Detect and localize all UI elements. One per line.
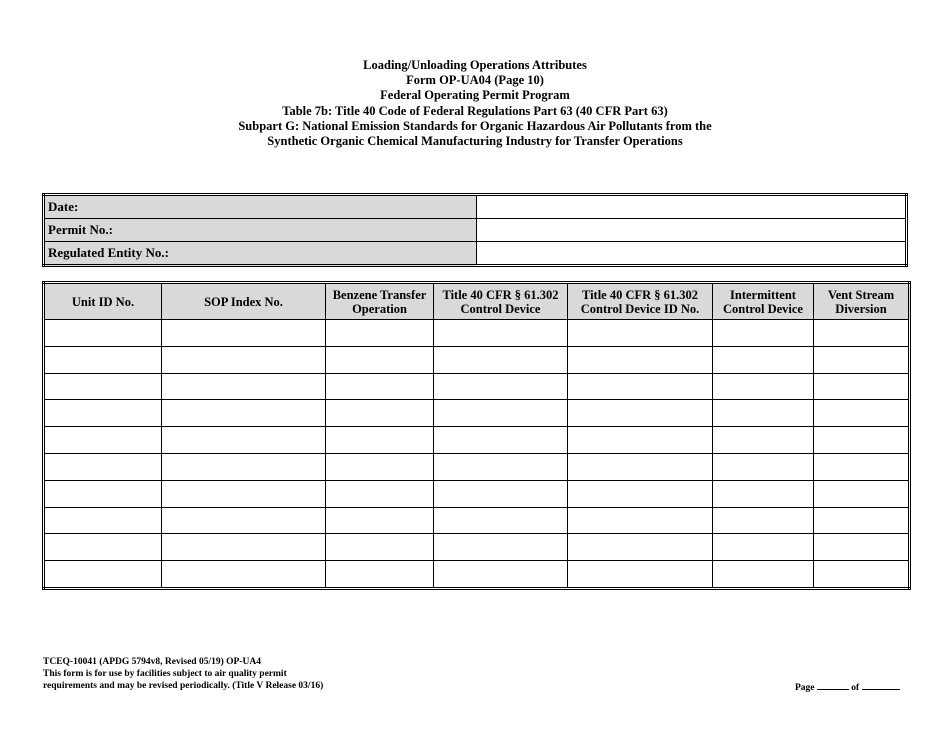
table-cell[interactable] [713, 480, 814, 507]
of-label: of [851, 683, 860, 693]
table-cell[interactable] [162, 480, 326, 507]
table-cell[interactable] [162, 320, 326, 347]
table-cell[interactable] [44, 320, 162, 347]
transfer-operations-table [42, 281, 911, 590]
table-cell[interactable] [713, 453, 814, 480]
table-cell[interactable] [44, 373, 162, 400]
page-number-field[interactable] [817, 680, 849, 690]
table-row [44, 507, 910, 534]
column-header-vent-stream: Vent Stream Diversion [814, 283, 910, 320]
table-cell[interactable] [814, 373, 910, 400]
table-cell[interactable] [162, 507, 326, 534]
table-cell[interactable] [162, 453, 326, 480]
table-cell[interactable] [434, 346, 568, 373]
entity-label: Regulated Entity No.: [44, 242, 477, 266]
table-cell[interactable] [814, 507, 910, 534]
table-cell[interactable] [814, 346, 910, 373]
form-revision-note: requirements and may be revised periodically. (Title V Release 03/16) [43, 681, 324, 691]
column-header-sop-index: SOP Index No. [162, 283, 326, 320]
table-cell[interactable] [326, 427, 434, 454]
table-header-row [44, 283, 910, 320]
table-cell[interactable] [568, 320, 713, 347]
table-cell[interactable] [713, 534, 814, 561]
table-cell[interactable] [568, 427, 713, 454]
subpart-title: Subpart G: National Emission Standards for Organic Hazardous Air Pollutants from the [238, 118, 712, 133]
page-counter [795, 680, 900, 693]
table-cell[interactable] [568, 346, 713, 373]
table-row [44, 453, 910, 480]
column-header-benzene-transfer: Benzene Transfer Operation [326, 283, 434, 320]
table-row [44, 427, 910, 454]
table-cell[interactable] [568, 561, 713, 589]
table-cell[interactable] [568, 480, 713, 507]
page-total-field[interactable] [862, 680, 900, 690]
table-cell[interactable] [434, 427, 568, 454]
page-label: Page [795, 683, 815, 693]
table-row [44, 373, 910, 400]
table-cell[interactable] [434, 561, 568, 589]
table-cell[interactable] [713, 427, 814, 454]
date-row [44, 195, 907, 219]
column-header-intermittent-control: Intermittent Control Device [713, 283, 814, 320]
column-header-unit-id: Unit ID No. [44, 283, 162, 320]
table-cell[interactable] [162, 373, 326, 400]
table-cell[interactable] [162, 534, 326, 561]
form-footer [43, 656, 323, 692]
table-cell[interactable] [162, 346, 326, 373]
table-cell[interactable] [326, 453, 434, 480]
table-cell[interactable] [162, 561, 326, 589]
table-cell[interactable] [44, 534, 162, 561]
table-cell[interactable] [326, 561, 434, 589]
table-cell[interactable] [326, 373, 434, 400]
table-cell[interactable] [568, 453, 713, 480]
table-cell[interactable] [568, 507, 713, 534]
table-cell[interactable] [814, 480, 910, 507]
table-cell[interactable] [326, 320, 434, 347]
table-cell[interactable] [326, 346, 434, 373]
table-row [44, 346, 910, 373]
table-cell[interactable] [713, 400, 814, 427]
table-cell[interactable] [44, 346, 162, 373]
table-cell[interactable] [713, 561, 814, 589]
form-id: TCEQ-10041 (APDG 5794v8, Revised 05/19) OP-UA4 [43, 657, 261, 667]
table-cell[interactable] [568, 400, 713, 427]
table-cell[interactable] [434, 320, 568, 347]
subpart-subtitle: Synthetic Organic Chemical Manufacturing Industry for Transfer Operations [267, 134, 683, 149]
program-name: Federal Operating Permit Program [380, 88, 570, 103]
table-cell[interactable] [44, 427, 162, 454]
table-cell[interactable] [434, 373, 568, 400]
table-cell[interactable] [434, 400, 568, 427]
column-header-control-device-id: Title 40 CFR § 61.302 Control Device ID No. [568, 283, 713, 320]
table-row [44, 320, 910, 347]
column-header-control-device: Title 40 CFR § 61.302 Control Device [434, 283, 568, 320]
table-cell[interactable] [713, 346, 814, 373]
table-row [44, 534, 910, 561]
table-cell[interactable] [44, 400, 162, 427]
table-cell[interactable] [814, 400, 910, 427]
table-cell[interactable] [44, 480, 162, 507]
table-title: Table 7b: Title 40 Code of Federal Regulations Part 63 (40 CFR Part 63) [282, 103, 668, 118]
table-cell[interactable] [814, 427, 910, 454]
table-row [44, 400, 910, 427]
table-row [44, 561, 910, 589]
table-cell[interactable] [326, 400, 434, 427]
info-table [42, 193, 908, 267]
table-cell[interactable] [814, 453, 910, 480]
table-cell[interactable] [326, 480, 434, 507]
table-cell[interactable] [44, 453, 162, 480]
table-cell[interactable] [814, 534, 910, 561]
entity-row [44, 242, 907, 266]
table-cell[interactable] [814, 320, 910, 347]
table-cell[interactable] [44, 507, 162, 534]
table-cell[interactable] [162, 427, 326, 454]
table-cell[interactable] [814, 561, 910, 589]
table-cell[interactable] [713, 320, 814, 347]
table-cell[interactable] [713, 507, 814, 534]
form-usage-note: This form is for use by facilities subject to air quality permit [43, 669, 287, 679]
entity-field[interactable] [477, 242, 907, 266]
permit-label: Permit No.: [44, 219, 477, 242]
date-field[interactable] [477, 195, 907, 219]
date-label: Date: [44, 195, 477, 219]
table-cell[interactable] [326, 507, 434, 534]
table-cell[interactable] [326, 534, 434, 561]
table-cell[interactable] [434, 534, 568, 561]
permit-row [44, 219, 907, 242]
table-cell[interactable] [44, 561, 162, 589]
table-cell[interactable] [162, 400, 326, 427]
table-cell[interactable] [434, 480, 568, 507]
form-title: Loading/Unloading Operations Attributes [363, 58, 587, 72]
table-cell[interactable] [434, 453, 568, 480]
form-number: Form OP-UA04 (Page 10) [406, 73, 544, 88]
permit-field[interactable] [477, 219, 907, 242]
form-header [0, 58, 950, 149]
table-cell[interactable] [434, 507, 568, 534]
table-cell[interactable] [713, 373, 814, 400]
table-row [44, 480, 910, 507]
table-cell[interactable] [568, 373, 713, 400]
table-cell[interactable] [568, 534, 713, 561]
